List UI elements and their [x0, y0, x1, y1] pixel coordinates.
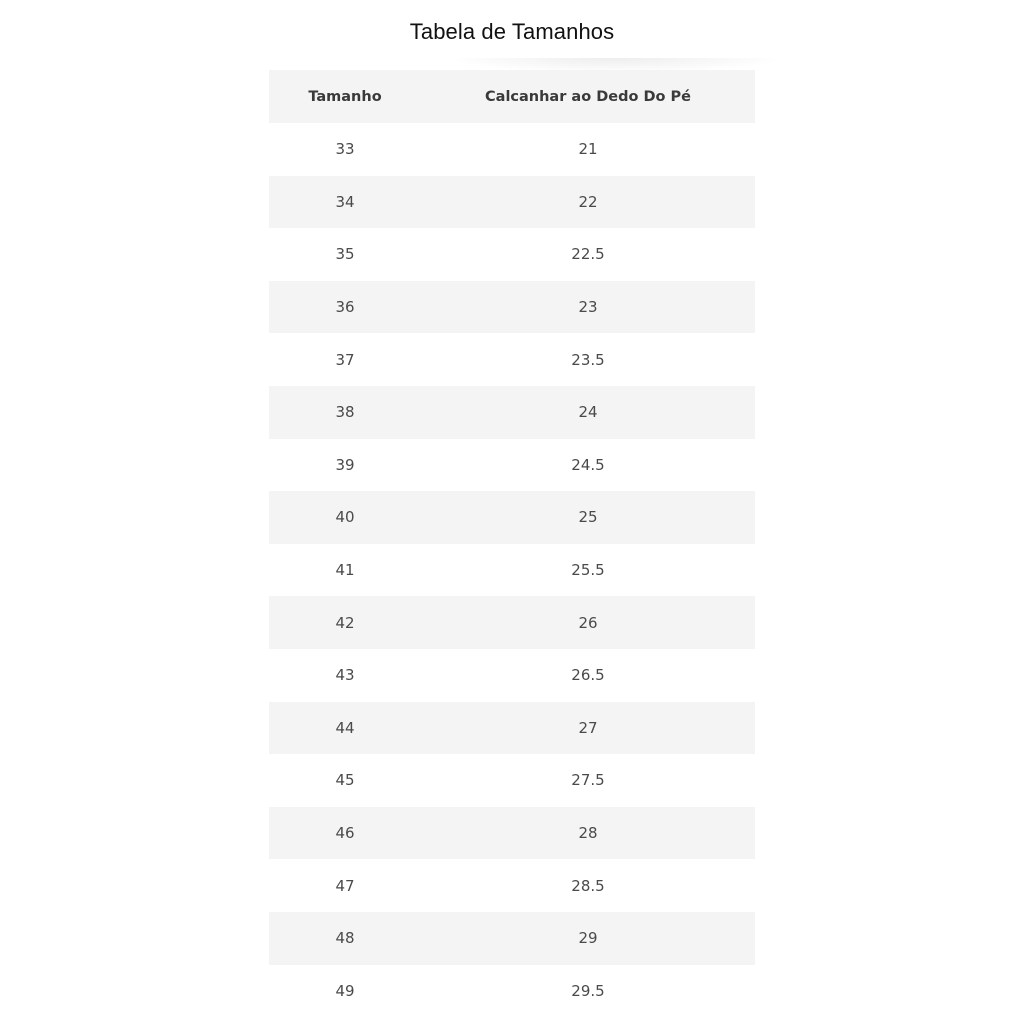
table-row — [269, 912, 755, 965]
table-row — [269, 386, 755, 439]
table-row — [269, 754, 755, 807]
size-cell: 49 — [335, 981, 355, 1000]
size-cell: 34 — [335, 192, 355, 211]
table-row — [269, 965, 755, 1018]
table-row — [269, 807, 755, 860]
size-cell: 35 — [335, 245, 355, 264]
length-cell: 23.5 — [571, 350, 605, 369]
table-row — [269, 702, 755, 755]
table-row — [269, 281, 755, 334]
size-table — [269, 70, 755, 1017]
length-cell: 26 — [578, 613, 598, 632]
size-cell: 42 — [335, 613, 355, 632]
length-cell: 24.5 — [571, 455, 605, 474]
length-cell: 26.5 — [571, 666, 605, 685]
size-cell: 47 — [335, 876, 355, 895]
length-cell: 23 — [578, 298, 598, 317]
length-cell: 29.5 — [571, 981, 605, 1000]
length-cell: 29 — [578, 929, 598, 948]
size-cell: 46 — [335, 824, 355, 843]
length-cell: 25 — [578, 508, 598, 527]
length-cell: 28.5 — [571, 876, 605, 895]
length-cell: 21 — [578, 140, 598, 159]
table-row — [269, 439, 755, 492]
size-cell: 38 — [335, 403, 355, 422]
table-header-row — [269, 70, 755, 123]
length-cell: 25.5 — [571, 561, 605, 580]
column-header-size: Tamanho — [308, 88, 382, 105]
size-cell: 48 — [335, 929, 355, 948]
table-row — [269, 176, 755, 229]
length-cell: 22 — [578, 192, 598, 211]
length-cell: 22.5 — [571, 245, 605, 264]
table-row — [269, 544, 755, 597]
length-cell: 24 — [578, 403, 598, 422]
table-row — [269, 228, 755, 281]
size-cell: 43 — [335, 666, 355, 685]
table-row — [269, 859, 755, 912]
size-cell: 39 — [335, 455, 355, 474]
column-header-heel-to-toe: Calcanhar ao Dedo Do Pé — [485, 88, 691, 105]
table-row — [269, 491, 755, 544]
size-cell: 33 — [335, 140, 355, 159]
table-row — [269, 596, 755, 649]
length-cell: 27.5 — [571, 771, 605, 790]
table-row — [269, 333, 755, 386]
size-cell: 45 — [335, 771, 355, 790]
length-cell: 27 — [578, 718, 598, 737]
size-cell: 40 — [335, 508, 355, 527]
size-cell: 36 — [335, 298, 355, 317]
size-cell: 44 — [335, 718, 355, 737]
table-row — [269, 123, 755, 176]
length-cell: 28 — [578, 824, 598, 843]
size-cell: 37 — [335, 350, 355, 369]
size-cell: 41 — [335, 561, 355, 580]
table-row — [269, 649, 755, 702]
page-title: Tabela de Tamanhos — [409, 19, 615, 44]
